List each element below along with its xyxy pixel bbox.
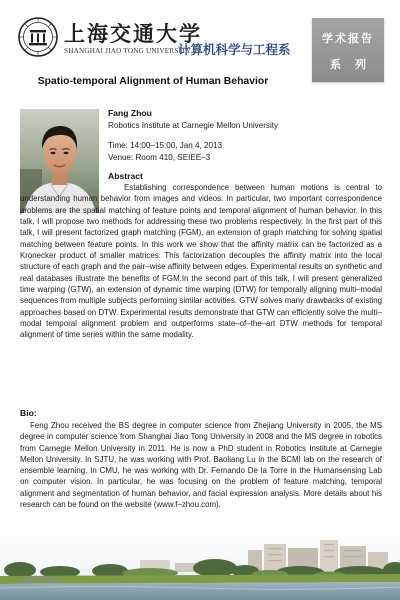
lecture-series-badge xyxy=(312,18,384,82)
talk-title: Spatio-temporal Alignment of Human Behavior xyxy=(37,76,269,87)
series-label-top: 学术报告 xyxy=(322,33,374,45)
bio-heading: Bio: xyxy=(20,408,37,418)
university-emblem-icon xyxy=(18,17,58,57)
speaker-name: Fang Zhou xyxy=(108,108,152,118)
series-label-bottom: 系列 xyxy=(330,59,380,71)
abstract-body: Establishing correspondence between human motions is central to understanding human behavior from images and videos. In particular, two important correspondence problems are the spatial matching of feature points and temporal alignment of human behavior. In this talk, I will propose two methods for addressing these two problems respectively. In the first part of this talk, I will present factorized graph matching (FGM), an extension of graph matching for solving spatial matching between feature points. In this work we show that the affinity matrix can be factorized as a Kronecker product of smaller matrices. This factorization decouples the affinity matrix into the local structure of each graph and the pair–wise affinity between edges. Experimental results on synthetic and real databases illustrate the benefits of FGM.In the second part of this talk, I will present generalized time warping (GTW), an extension of dynamic time warping (DTW) for temporally aligning multi–modal sequences from multiple subjects performing similar activities. GTW solves many drawbacks of existing approaches based on DTW. Experimental results demonstrate that GTW can efficiently solve the multi–modal temporal alignment problem and outperforms state–of–the–art DTW methods for temporal alignment of time series within the same modality. xyxy=(20,183,382,340)
university-name-en: SHANGHAI JIAO TONG UNIVERSITY xyxy=(64,47,192,55)
speaker-affiliation: Robotics Institute at Carnegie Mellon University xyxy=(108,121,279,130)
talk-time: Time: 14:00–15:00, Jan 4, 2013 xyxy=(108,141,222,150)
poster-header xyxy=(0,0,400,70)
campus-panorama-icon xyxy=(0,530,400,600)
talk-venue: Venue: Room 410, SEIEE–3 xyxy=(108,153,211,162)
department-name: 计算机科学与工程系 xyxy=(178,43,291,57)
abstract-heading: Abstract xyxy=(108,171,143,181)
university-name-cn: 上海交通大学 xyxy=(64,21,202,46)
bio-body: Feng Zhou received the BS degree in computer science from Zhejiang University in 2005, the MS degree in computer science from Shanghai Jiao Tong University in 2008 and the MS degree in robotics from Carnegie Mellon University in 2011. He is now a PhD student in Robotics Institute at Carnegie Mellon University. In SJTU, he was working with Prof. Baoliang Lu in the BCMI lab on the research of ensemble learning. In CMU, he was working with Dr. Fernando De la Torre in the Humansensing Lab on computer vision. In particular, he was focusing on the problem of feature matching, temporal alignment and segmentation of human behavior, and facial expression analysis. More details about his research can be found on the website (www.f–zhou.com). xyxy=(20,421,382,510)
